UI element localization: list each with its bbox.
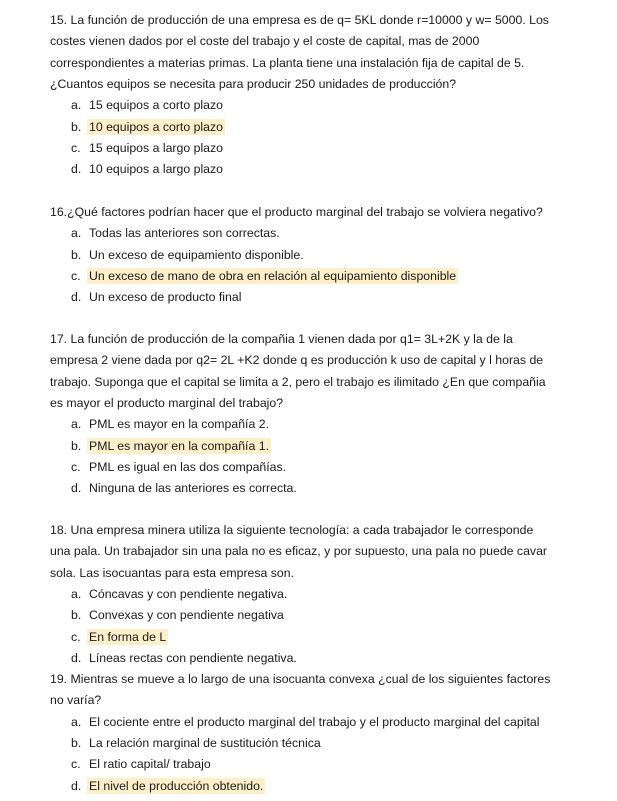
question-19-stem-line: no varía? <box>50 693 102 708</box>
question-15-stem-line: correspondientes a materias primas. La planta tiene una instalación fija de capital de 5. <box>50 55 525 70</box>
option-text: El ratio capital/ trabajo <box>89 757 211 772</box>
option-text: PML es igual en las dos compañías. <box>89 459 287 474</box>
option-text: Un exceso de producto final <box>89 290 242 305</box>
option-text-highlighted: PML es mayor en la compañía 1. <box>89 438 269 453</box>
option-text: 10 equipos a largo plazo <box>89 162 223 177</box>
question-18-option-c <box>71 629 168 645</box>
option-letter: d. <box>71 650 82 665</box>
question-19-option-c <box>71 756 211 772</box>
option-letter: c. <box>71 629 81 644</box>
option-letter: d. <box>71 778 82 793</box>
option-letter: d. <box>71 290 82 305</box>
option-text-highlighted: En forma de L <box>89 629 167 644</box>
option-text: La relación marginal de sustitución técnica <box>89 735 321 750</box>
question-15-option-a <box>71 97 223 113</box>
option-letter: b. <box>71 608 82 623</box>
option-letter: c. <box>71 140 81 155</box>
question-16-option-a <box>71 225 280 241</box>
option-text: Ninguna de las anteriores es correcta. <box>89 481 297 496</box>
question-17-option-b <box>71 438 271 454</box>
question-17-option-a <box>71 416 269 432</box>
question-19-option-d <box>71 778 265 794</box>
option-letter: a. <box>71 586 82 601</box>
question-16-option-d <box>71 289 241 305</box>
option-letter: b. <box>71 438 82 453</box>
option-letter: c. <box>71 757 81 772</box>
question-16-stem-line: 16.¿Qué factores podrían hacer que el producto marginal del trabajo se volviera negativo? <box>50 205 543 219</box>
question-18-stem-line: 18. Una empresa minera utiliza la siguiente tecnología: a cada trabajador le corresponde <box>50 523 534 537</box>
question-19-stem-line: 19. Mientras se mueve a lo largo de una isocuanta convexa ¿cual de los siguientes factores <box>50 672 551 686</box>
option-letter: d. <box>71 162 82 177</box>
option-text: El cociente entre el producto marginal del trabajo y el producto marginal del capital <box>89 714 540 729</box>
question-18-stem-line: una pala. Un trabajador sin una pala no es eficaz, y por supuesto, una pala no puede cavar <box>50 544 547 559</box>
option-text: Convexas y con pendiente negativa <box>89 608 284 623</box>
question-15-option-b <box>71 119 225 135</box>
question-19-option-a <box>71 714 539 730</box>
option-text: Todas las anteriores son correctas. <box>89 226 280 241</box>
option-letter: a. <box>71 417 82 432</box>
question-17-stem-line: 17. La función de producción de la compañia 1 vienen dada por q1= 3L+2K y la de la <box>50 332 513 346</box>
question-18-option-a <box>71 586 287 602</box>
option-letter: a. <box>71 98 82 113</box>
option-letter: b. <box>71 119 82 134</box>
question-16-option-c <box>71 268 458 284</box>
question-15-option-c <box>71 140 223 156</box>
option-letter: c. <box>71 459 81 474</box>
option-text-highlighted: 10 equipos a corto plazo <box>89 119 223 134</box>
option-letter: d. <box>71 481 82 496</box>
question-18-option-d <box>71 650 297 666</box>
option-letter: a. <box>71 226 82 241</box>
option-text: Cóncavas y con pendiente negativa. <box>89 586 288 601</box>
option-text-highlighted: Un exceso de mano de obra en relación al equipamiento disponible <box>89 268 457 283</box>
option-letter: b. <box>71 735 82 750</box>
option-text: Un exceso de equipamiento disponible. <box>89 247 304 262</box>
option-letter: b. <box>71 247 82 262</box>
option-letter: c. <box>71 268 81 283</box>
option-text-highlighted: El nivel de producción obtenido. <box>89 778 264 793</box>
question-15-stem-line: 15. La función de producción de una empresa es de q= 5KL donde r=10000 y w= 5000. Los <box>50 13 549 27</box>
question-17-stem-line: empresa 2 viene dada por q2= 2L +K2 donde q es producción k uso de capital y l horas de <box>50 353 544 368</box>
question-17-stem-line: trabajo. Suponga que el capital se limita a 2, pero el trabajo es ilimitado ¿En que compañia <box>50 374 546 389</box>
question-17-stem-line: es mayor el producto marginal del trabajo? <box>50 395 284 410</box>
question-15-option-d <box>71 161 223 177</box>
option-text: PML es mayor en la compañía 2. <box>89 417 269 432</box>
question-18-option-b <box>71 607 284 623</box>
question-19-option-b <box>71 735 321 751</box>
question-17-option-c <box>71 459 286 475</box>
option-text: 15 equipos a largo plazo <box>89 140 223 155</box>
option-text: Líneas rectas con pendiente negativa. <box>89 650 297 665</box>
question-15-stem-line: costes vienen dados por el coste del trabajo y el coste de capital, mas de 2000 <box>50 34 480 49</box>
question-15-stem-line: ¿Cuantos equipos se necesita para producir 250 unidades de producción? <box>50 76 457 91</box>
option-text: 15 equipos a corto plazo <box>89 98 223 113</box>
question-18-stem-line: sola. Las isocuantas para esta empresa son. <box>50 565 295 580</box>
question-16-option-b <box>71 247 304 263</box>
question-17-option-d <box>71 480 297 496</box>
option-letter: a. <box>71 714 82 729</box>
